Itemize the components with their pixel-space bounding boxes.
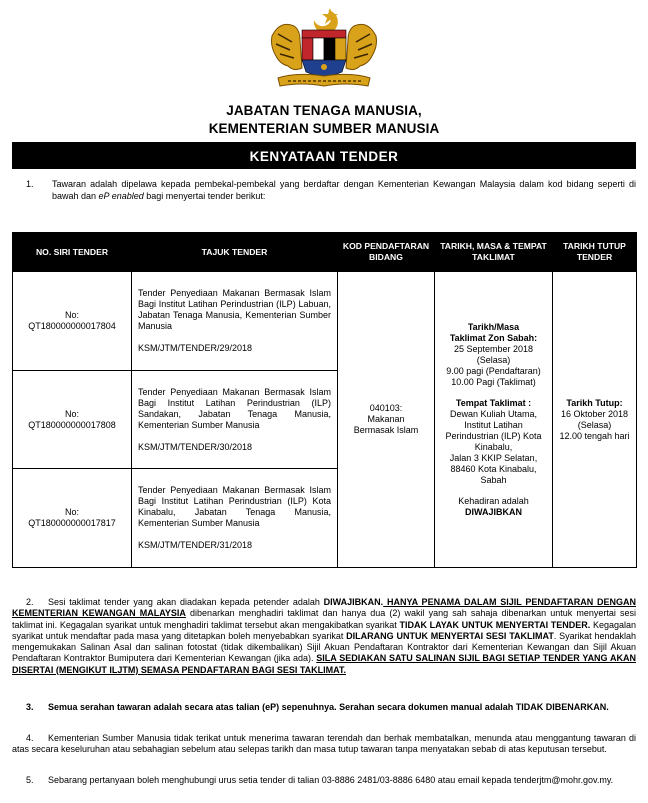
header-taklimat: TARIKH, MASA & TEMPAT TAKLIMAT	[435, 233, 553, 272]
header-kod: KOD PENDAFTARAN BIDANG	[338, 233, 435, 272]
right-tiger-icon	[346, 24, 377, 69]
header-no-siri: NO. SIRI TENDER	[13, 233, 132, 272]
left-tiger-icon	[272, 24, 303, 69]
tender-title: Tender Penyediaan Makanan Bermasak Islam Bagi Institut Latihan Perindustrian (ILP) Kota Kinabalu, Jabatan Tenaga Manusia, Kementerian Sumber Manusia KSM/JTM/TENDER/31/2018	[132, 469, 338, 568]
tender-title: Tender Penyediaan Makanan Bermasak Islam Bagi Institut Latihan Perindustrian (ILP) Labuan, Jabatan Tenaga Manusia, Kementerian Sumber Manusia KSM/JTM/TENDER/29/2018	[132, 272, 338, 371]
paragraph-number: 1.	[26, 179, 34, 189]
table-row	[13, 272, 637, 371]
closing-date: Tarikh Tutup: 16 Oktober 2018 (Selasa) 12.00 tengah hari	[553, 272, 637, 568]
registration-code: 040103: Makanan Bermasak Islam	[338, 272, 435, 568]
briefing-details: Tarikh/Masa Taklimat Zon Sabah: 25 September 2018 (Selasa) 9.00 pagi (Pendaftaran) 10.00 Pagi (Taklimat) Tempat Taklimat : Dewan Kuliah Utama, Institut Latihan Perindustrian (ILP) Kota Kinabalu, Jalan 3 KKIP Selatan, 88460 Kota Kinabalu, Sabah Kehadiran adalah DIWAJIBKAN	[435, 272, 553, 568]
tender-table	[12, 232, 637, 568]
tender-title: Tender Penyediaan Makanan Bermasak Islam Bagi Institut Latihan Perindustrian (ILP) Sandakan, Jabatan Tenaga Manusia, Kementerian Sumber Manusia KSM/JTM/TENDER/30/2018	[132, 371, 338, 469]
paragraph-1: 1. Tawaran adalah dipelawa kepada pembekal-pembekal yang berdaftar dengan Kementerian Kewangan Malaysia dalam kod bidang seperti di bawah dan eP enabled bagi menyertai tender berikut:	[26, 179, 636, 201]
paragraph-5: 5. Sebarang pertanyaan boleh menghubungi urus setia tender di talian 03-8886 2481/03-8886 6480 atau email kepada tenderjtm@mohr.gov.my.	[26, 775, 614, 785]
title-banner	[12, 142, 636, 169]
paragraph-3: 3. Semua serahan tawaran adalah secara atas talian (eP) sepenuhnya. Serahan secara dokumen manual adalah TIDAK DIBENARKAN.	[26, 702, 609, 712]
page-title: KENYATAAN TENDER	[13, 145, 635, 166]
coat-of-arms-emblem	[266, 6, 382, 96]
tender-reference: KSM/JTM/TENDER/31/2018	[138, 540, 253, 550]
paragraph-4: 4. Kementerian Sumber Manusia tidak terikat untuk menerima tawaran terendah dan berhak membatalkan, menunda atau menggantung tawaran di atas secara keseluruhan atau sebahagian sebelum atau selepas tarikh dan masa tutup tawaran tanpa menyatakan sebab di atas keputusan tersebut.	[12, 733, 636, 755]
tender-serial: No: QT180000000017804	[13, 272, 132, 371]
tender-reference: KSM/JTM/TENDER/29/2018	[138, 343, 253, 353]
motto-scroll	[278, 74, 370, 86]
header-tajuk: TAJUK TENDER	[132, 233, 338, 272]
tender-serial: No: QT180000000017817	[13, 469, 132, 568]
tender-reference: KSM/JTM/TENDER/30/2018	[138, 441, 253, 452]
agency-name-line2: KEMENTERIAN SUMBER MANUSIA	[208, 121, 440, 136]
agency-name-line1: JABATAN TENAGA MANUSIA,	[226, 103, 422, 118]
tender-serial: No: QT180000000017808	[13, 371, 132, 469]
paragraph-2: 2. Sesi taklimat tender yang akan diadakan kepada petender adalah DIWAJIBKAN. HANYA PENAMA DALAM SIJIL PENDAFTARAN DENGAN KEMENTERIAN KEWANGAN MALAYSIA dibenarkan menghadiri taklimat dan hanya dua (2) wakil yang sah sahaja dibenarkan untuk menyertai sesi taklimat ini. Kegagalan syarikat untuk menghadiri taklimat tersebut akan mengakibatkan syarikat TIDAK LAYAK UNTUK MENYERTAI TENDER. Kegagalan syarikat untuk mendaftar pada masa yang ditetapkan boleh menyebabkan syarikat DILARANG UNTUK MENYERTAI SESI TAKLIMAT. Syarikat hendaklah mengemukakan Salinan Asal dan salinan fotostat (tidak dikembalikan) Sijil Akuan Pendaftaran Kontraktor dari Kementerian Kewangan dan Sijil Akuan Pendaftaran Kontraktor Bumiputera dari Kementerian Kewangan (jika ada). SILA SEDIAKAN SATU SALINAN SIJIL BAGI SETIAP TENDER YANG AKAN DISERTAI (MENGIKUT ILJTM) SEMASA PENDAFTARAN BAGI SESI TAKLIMAT.	[12, 597, 637, 675]
header-tarikh-tutup: TARIKH TUTUP TENDER	[553, 233, 637, 272]
